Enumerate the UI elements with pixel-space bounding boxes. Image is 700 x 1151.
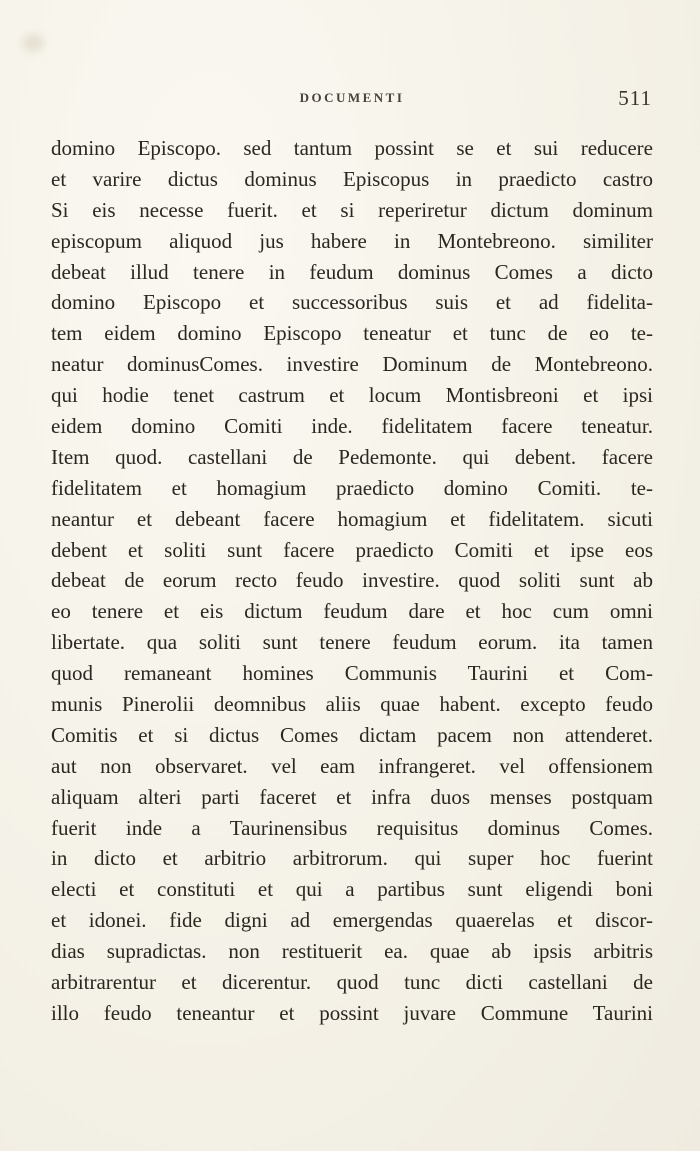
text-line: aut non observaret. vel eam infrangeret. vel offensionem xyxy=(51,753,653,778)
text-line: tem eidem domino Episcopo teneatur et tunc de eo te- xyxy=(51,321,653,346)
text-line: et varire dictus dominus Episcopus in praedicto castro xyxy=(51,166,653,191)
text-line: Item quod. castellani de Pedemonte. qui debent. facere xyxy=(51,444,653,469)
text-line: fuerit inde a Taurinensibus requisitus dominus Comes. xyxy=(51,815,653,840)
text-line: domino Episcopo. sed tantum possint se et sui reducere xyxy=(51,136,653,160)
text-line: eo tenere et eis dictum feudum dare et hoc cum omni xyxy=(51,599,653,624)
text-line: dias supradictas. non restituerit ea. quae ab ipsis arbitris xyxy=(51,939,653,964)
text-line: neatur dominusComes. investire Dominum de Montebreono. xyxy=(51,352,653,377)
text-line: episcopum aliquod jus habere in Montebreono. similiter xyxy=(51,228,653,253)
text-line: debeat illud tenere in feudum dominus Comes a dicto xyxy=(51,259,653,284)
text-line: libertate. qua soliti sunt tenere feudum eorum. ita tamen xyxy=(51,630,653,655)
text-line: illo feudo teneantur et possint juvare Commune Taurini xyxy=(51,1000,653,1025)
paper-stain xyxy=(22,34,44,52)
text-line: et idonei. fide digni ad emergendas quaerelas et discor- xyxy=(51,908,653,933)
text-line: munis Pinerolii deomnibus aliis quae habent. excepto feudo xyxy=(51,692,653,717)
text-line: domino Episcopo et successoribus suis et ad fidelita- xyxy=(51,290,653,315)
text-line: debeat de eorum recto feudo investire. quod soliti sunt ab xyxy=(51,568,653,593)
text-line: arbitrarentur et dicerentur. quod tunc dicti castellani de xyxy=(51,970,653,995)
text-line: neantur et debeant facere homagium et fidelitatem. sicuti xyxy=(51,506,653,531)
running-title: DOCUMENTI xyxy=(299,90,405,105)
page-header xyxy=(52,86,652,116)
text-line: qui hodie tenet castrum et locum Montisbreoni et ipsi xyxy=(51,383,653,408)
page-number: 511 xyxy=(618,86,652,110)
text-line: quod remaneant homines Communis Taurini et Com- xyxy=(51,661,653,686)
text-line: fidelitatem et homagium praedicto domino Comiti. te- xyxy=(51,475,653,500)
text-line: Comitis et si dictus Comes dictam pacem non attenderet. xyxy=(51,722,653,747)
text-line: eidem domino Comiti inde. fidelitatem facere teneatur. xyxy=(51,414,653,439)
text-line: aliquam alteri parti faceret et infra duos menses postquam xyxy=(51,784,653,809)
text-line: debent et soliti sunt facere praedicto Comiti et ipse eos xyxy=(51,537,653,562)
text-line: electi et constituti et qui a partibus sunt eligendi boni xyxy=(51,877,653,902)
body-text xyxy=(51,133,653,1029)
text-line: in dicto et arbitrio arbitrorum. qui super hoc fuerint xyxy=(51,846,653,871)
text-line: Si eis necesse fuerit. et si reperiretur dictum dominum xyxy=(51,197,653,222)
